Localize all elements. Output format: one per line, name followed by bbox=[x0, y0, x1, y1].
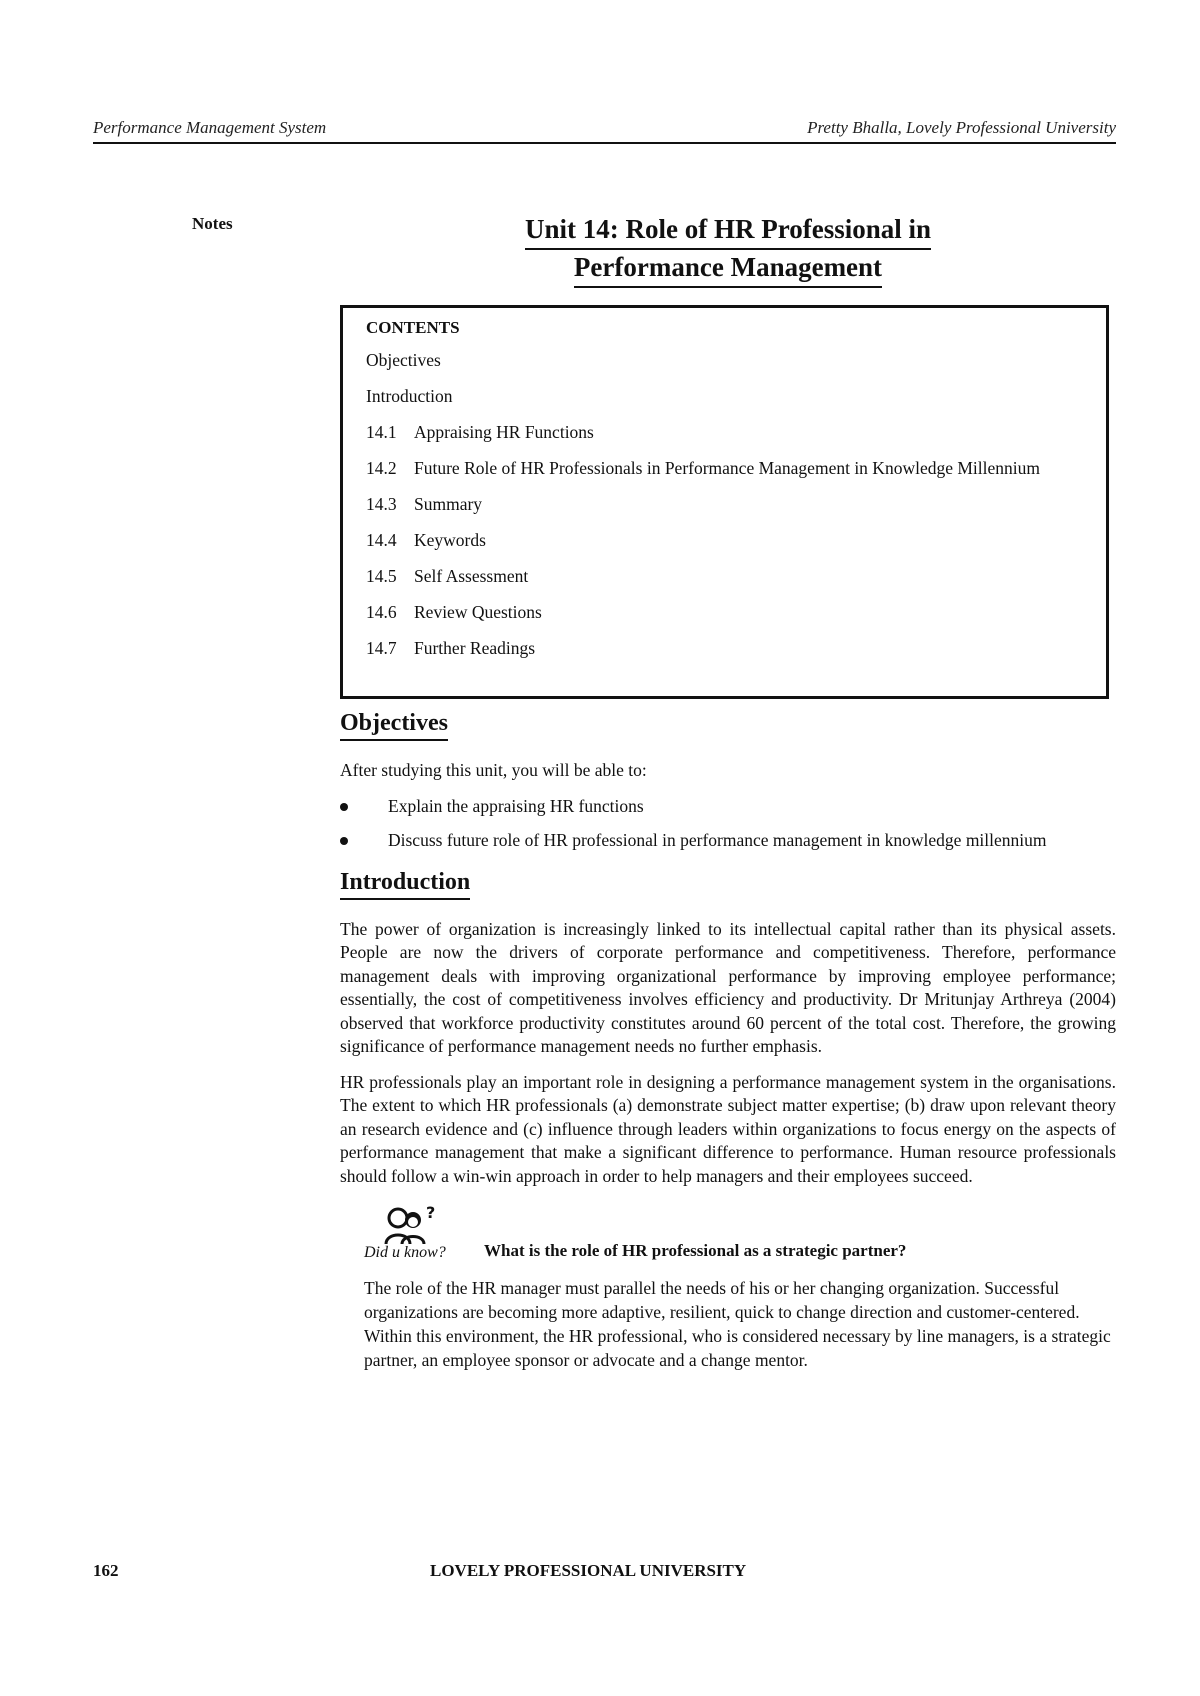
unit-title bbox=[340, 212, 1116, 288]
introduction-paragraph-2: HR professionals play an important role in designing a performance management system in the organisations. The extent to which HR professionals (a) demonstrate subject matter expertise; (b) draw upon relevant theory an research evidence and (c) influence through leaders within organizations to focus energy on the aspects of performance management that make a significant difference to performance. Human resource professionals should follow a win-win approach in order to help managers and their employees succeed. bbox=[340, 1071, 1116, 1186]
contents-item-text: Appraising HR Functions bbox=[414, 422, 594, 442]
contents-item bbox=[366, 529, 1082, 551]
running-header-right: Pretty Bhalla, Lovely Professional University bbox=[807, 118, 1116, 137]
contents-box bbox=[340, 305, 1109, 699]
contents-item-text: Keywords bbox=[414, 530, 486, 550]
bullet-icon bbox=[340, 803, 348, 811]
contents-item-text: Review Questions bbox=[414, 602, 542, 622]
footer-university: LOVELY PROFESSIONAL UNIVERSITY bbox=[430, 1561, 747, 1580]
contents-item-text: Further Readings bbox=[414, 638, 536, 658]
notes-margin-label: Notes bbox=[192, 214, 233, 233]
list-item bbox=[340, 829, 1116, 853]
did-you-know-icon-wrap bbox=[364, 1204, 464, 1262]
contents-item-number: 14.1 bbox=[366, 422, 397, 442]
contents-item-text: Objectives bbox=[366, 350, 441, 370]
contents-item-text: Self Assessment bbox=[414, 566, 529, 586]
contents-item bbox=[366, 601, 1082, 623]
running-header-left: Performance Management System bbox=[93, 118, 327, 137]
contents-item-number: 14.5 bbox=[366, 566, 397, 586]
unit-title-line-1: Unit 14: Role of HR Professional in bbox=[525, 212, 931, 250]
contents-item-text: Future Role of HR Professionals in Performance Management in Knowledge Millennium bbox=[414, 458, 1040, 478]
list-item-text: Discuss future role of HR professional in performance management in knowledge millennium bbox=[388, 830, 1047, 850]
contents-item bbox=[366, 493, 1082, 515]
page-number: 162 bbox=[93, 1561, 119, 1580]
contents-item bbox=[366, 637, 1082, 659]
bullet-icon bbox=[340, 837, 348, 845]
objectives-intro: After studying this unit, you will be able to: bbox=[340, 760, 647, 780]
objectives-heading: Objectives bbox=[340, 708, 448, 741]
introduction-paragraph-1: The power of organization is increasingly linked to its intellectual capital rather than its physical assets. People are now the drivers of corporate performance and competitiveness. Therefore, performance management deals with improving organizational performance by improving employee performance; essentially, the cost of competitiveness involves efficiency and productivity. Dr Mritunjay Arthreya (2004) observed that workforce productivity constitutes around 60 percent of the total cost. Therefore, the growing significance of performance management needs no further emphasis. bbox=[340, 918, 1116, 1056]
introduction-heading: Introduction bbox=[340, 867, 470, 900]
contents-item bbox=[366, 457, 1082, 479]
objectives-list bbox=[340, 795, 1116, 853]
svg-text:?: ? bbox=[426, 1204, 436, 1222]
contents-item-number: 14.2 bbox=[366, 458, 397, 478]
contents-item-number: 14.7 bbox=[366, 638, 397, 658]
contents-item-text: Summary bbox=[414, 494, 483, 514]
did-you-know-question: What is the role of HR professional as a strategic partner? bbox=[484, 1240, 907, 1260]
list-item bbox=[340, 795, 1116, 819]
unit-title-line-2: Performance Management bbox=[574, 250, 882, 288]
did-you-know-label: Did u know? bbox=[364, 1243, 446, 1261]
contents-heading: CONTENTS bbox=[366, 318, 460, 337]
contents-item-number: 14.3 bbox=[366, 494, 397, 514]
header-rule bbox=[93, 142, 1116, 144]
list-item-text: Explain the appraising HR functions bbox=[388, 795, 644, 816]
contents-item-text: Introduction bbox=[366, 386, 453, 406]
contents-item-number: 14.4 bbox=[366, 530, 397, 550]
contents-item-number: 14.6 bbox=[366, 602, 397, 622]
contents-item bbox=[366, 565, 1082, 587]
main-body bbox=[340, 708, 1116, 1372]
contents-item bbox=[366, 421, 1082, 443]
did-you-know-body: The role of the HR manager must parallel the needs of his or her changing organization. Successful organizations are becoming more adaptive, resilient, quick to change direction and customer-centered. Within this environment, the HR professional, who is considered necessary by line managers, is a strategic partner, an employee sponsor or advocate and a change mentor. bbox=[364, 1278, 1111, 1370]
did-you-know-box bbox=[364, 1204, 1116, 1372]
contents-item bbox=[366, 385, 1082, 407]
contents-item bbox=[366, 349, 1082, 371]
